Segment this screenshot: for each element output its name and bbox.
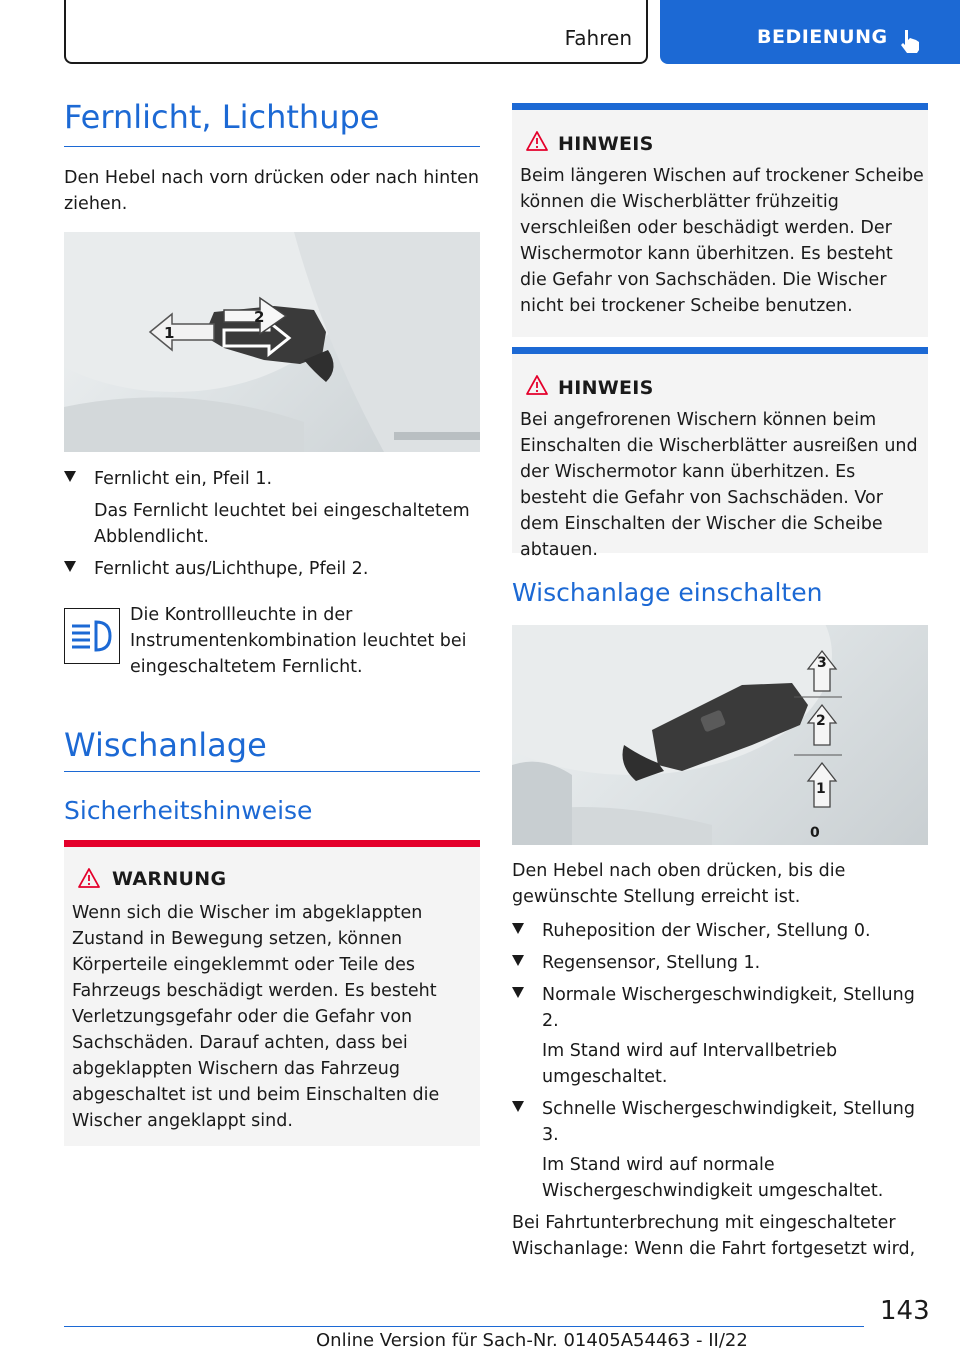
triangle-bullet-icon xyxy=(512,987,524,998)
heading-rule xyxy=(64,771,480,772)
heading-fernlicht: Fernlicht, Lichthupe xyxy=(64,98,380,136)
bullet-subtext: Im Stand wird auf Intervallbetrieb umgeschaltet. xyxy=(542,1041,838,1087)
chapter-tab xyxy=(64,0,648,64)
hinweis-bar xyxy=(512,103,928,110)
bullet-text: Fernlicht aus/Lichthupe, Pfeil 2. xyxy=(94,559,369,579)
wiper-lever-illustration xyxy=(512,625,928,845)
warning-title: WARNUNG xyxy=(112,868,227,890)
closing-paragraph: Bei Fahrtunterbrechung mit eingeschalteter Wischanlage: Wenn die Fahrt fortgesetzt wird, xyxy=(512,1213,916,1259)
hinweis-body: Bei angefrorenen Wischern können beim Einschalten die Wischerblätter ausreißen und der Wischermotor kann überhitzen. Es besteht die Gefahr von Sachschäden. Vor dem Einschalten der Wischer die Scheibe abtauen. xyxy=(520,410,918,560)
page-number: 143 xyxy=(880,1296,930,1326)
bullet-subtext: Das Fernlicht leuchtet bei eingeschaltetem Abblendlicht. xyxy=(94,501,470,547)
hinweis-bar xyxy=(512,347,928,354)
triangle-bullet-icon xyxy=(512,955,524,966)
bullet-text: Regensensor, Stellung 1. xyxy=(542,953,761,973)
arrow-label-2: 2 xyxy=(254,308,265,326)
warning-bar xyxy=(64,840,480,847)
hinweis-box-1 xyxy=(512,103,928,337)
bullet-subtext: Im Stand wird auf normale Wischergeschwindigkeit umgeschaltet. xyxy=(542,1155,884,1201)
hinweis-box-2 xyxy=(512,347,928,560)
triangle-bullet-icon xyxy=(512,1101,524,1112)
warning-triangle-icon xyxy=(78,868,100,888)
warning-body: Wenn sich die Wischer im abgeklappten Zustand in Bewegung setzen, können Körperteile eingeklemmt oder Teile des Fahrzeugs beschädigt werden. Es besteht Verletzungsgefahr oder die Gefahr von Sachschäden. Darauf achten, dass bei abgeklappten Wischern das Fahrzeug abgeschaltet ist und beim Einschalten die Wischer angeklappt sind. xyxy=(72,903,440,1131)
position-label-2: 2 xyxy=(816,713,826,729)
triangle-bullet-icon xyxy=(64,561,76,572)
hinweis-title: HINWEIS xyxy=(558,133,654,155)
bullet-text: Normale Wischergeschwindigkeit, Stellung 2. xyxy=(542,985,915,1031)
bullet-text: Fernlicht ein, Pfeil 1. xyxy=(94,469,273,489)
section-label: BEDIENUNG xyxy=(757,26,888,48)
heading-wischanlage-einschalten: Wischanlage einschalten xyxy=(512,578,823,607)
warning-box xyxy=(64,840,480,1146)
position-label-3: 3 xyxy=(817,655,827,671)
section-tab xyxy=(660,0,960,64)
photo-wiper-lever xyxy=(512,625,928,845)
indicator-text: Die Kontrollleuchte in der Instrumentenkombination leuchtet bei eingeschaltetem Fernlicht. xyxy=(130,605,467,677)
intro-wischanlage: Den Hebel nach oben drücken, bis die gewünschte Stellung erreicht ist. xyxy=(512,861,846,907)
position-label-1: 1 xyxy=(816,781,826,797)
bullet-text: Schnelle Wischergeschwindigkeit, Stellung 3. xyxy=(542,1099,915,1145)
warning-triangle-icon xyxy=(526,131,548,151)
heading-sicherheitshinweise: Sicherheitshinweise xyxy=(64,796,313,825)
photo-high-beam-lever xyxy=(64,232,480,452)
pointing-hand-icon xyxy=(896,26,924,54)
bullet-text: Ruheposition der Wischer, Stellung 0. xyxy=(542,921,871,941)
arrow-label-1: 1 xyxy=(164,324,175,342)
triangle-bullet-icon xyxy=(512,923,524,934)
footer-rule xyxy=(64,1326,864,1327)
warning-triangle-icon xyxy=(526,375,548,395)
heading-rule xyxy=(64,146,480,147)
hinweis-title: HINWEIS xyxy=(558,377,654,399)
triangle-bullet-icon xyxy=(64,471,76,482)
position-label-0: 0 xyxy=(810,825,820,841)
high-beam-lever-illustration xyxy=(64,232,480,452)
hinweis-body: Beim längeren Wischen auf trockener Scheibe können die Wischerblätter frühzeitig verschleißen oder beschädigt werden. Der Wischermotor kann überhitzen. Es besteht die Gefahr von Sachschäden. Die Wischer nicht bei trockener Scheibe benutzen. xyxy=(520,166,924,316)
online-version-note: Online Version für Sach-Nr. 01405A54463 - II/22 xyxy=(316,1330,748,1351)
high-beam-indicator-icon xyxy=(64,608,120,664)
chapter-label: Fahren xyxy=(564,26,632,50)
intro-fernlicht: Den Hebel nach vorn drücken oder nach hinten ziehen. xyxy=(64,168,479,214)
heading-wischanlage: Wischanlage xyxy=(64,726,267,764)
